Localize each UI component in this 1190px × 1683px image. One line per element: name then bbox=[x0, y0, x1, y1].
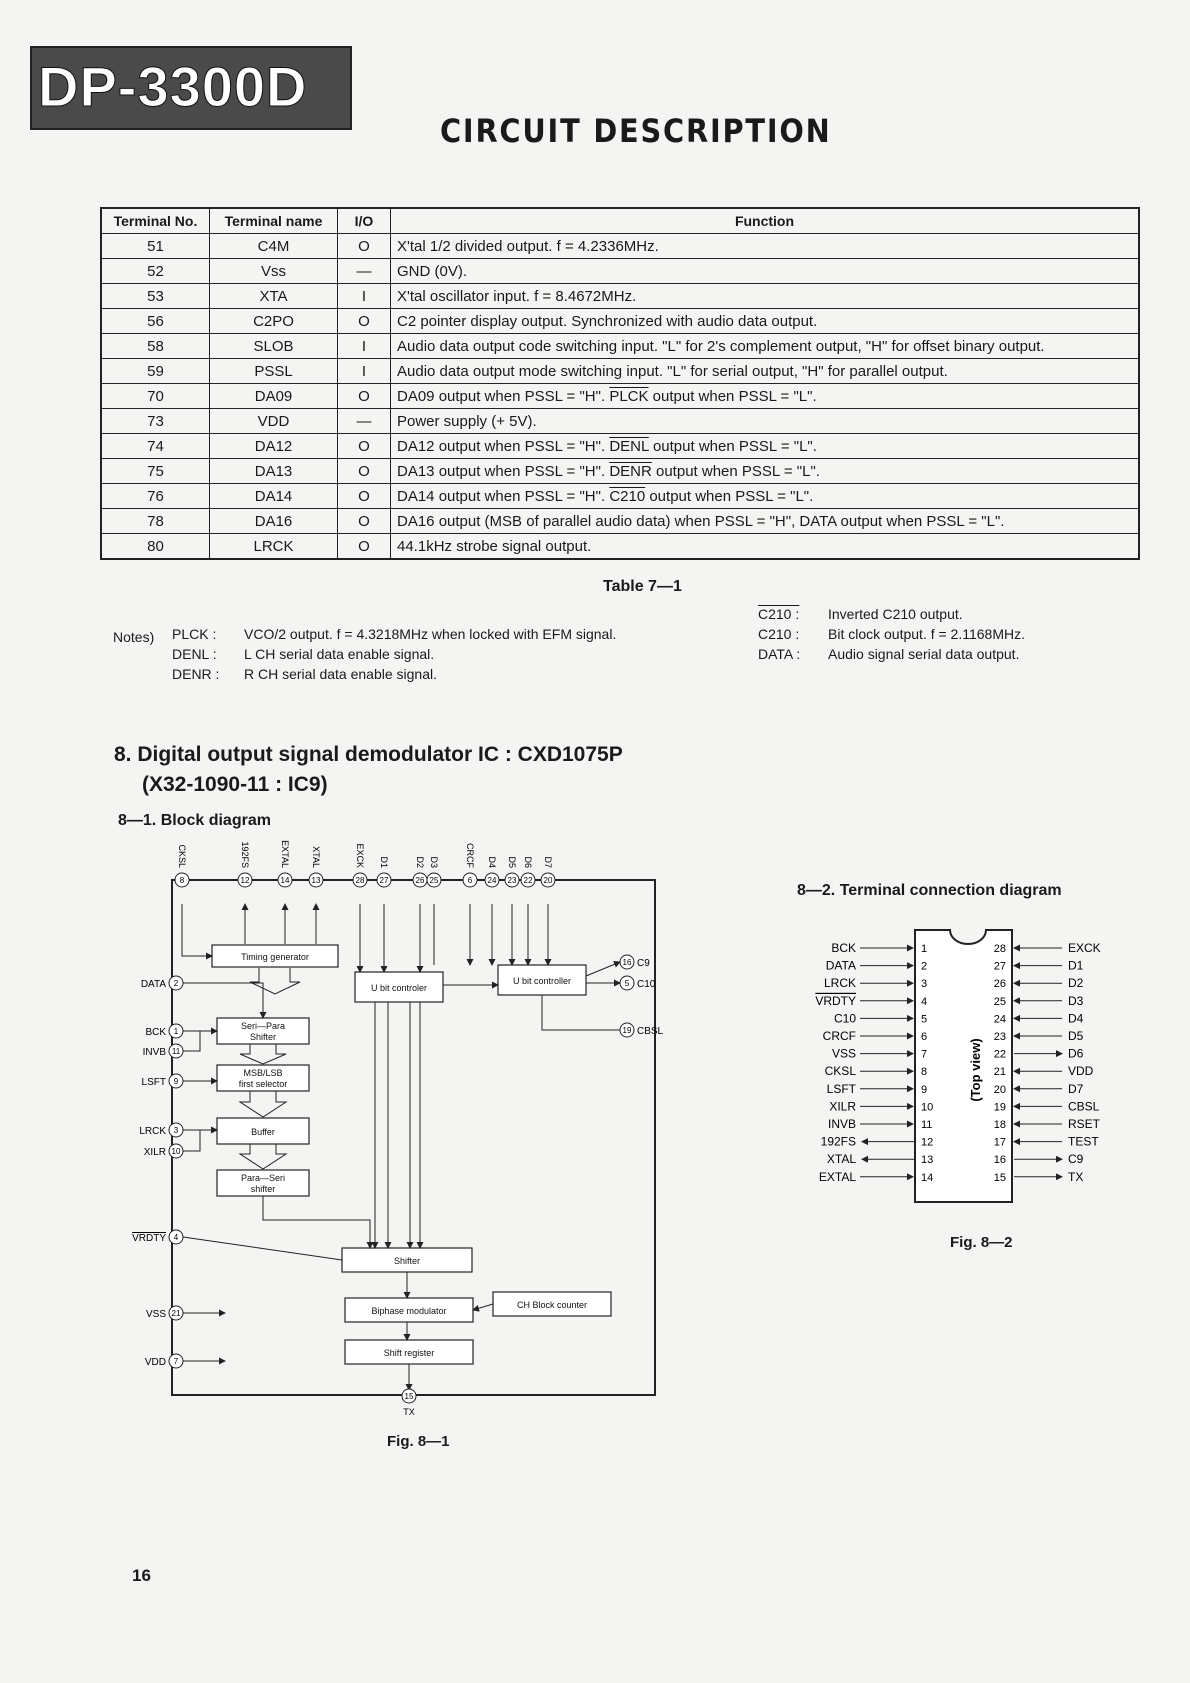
note-data bbox=[758, 644, 1025, 664]
table-body bbox=[101, 234, 1139, 560]
pinout-left-num: 12 bbox=[921, 1136, 934, 1149]
note-term: DENR : bbox=[172, 666, 220, 682]
pin-label: DATA bbox=[140, 979, 166, 990]
cell-no: 70 bbox=[101, 384, 210, 409]
pinout-right-num: 16 bbox=[993, 1154, 1006, 1167]
pinout-right-num: 28 bbox=[993, 943, 1006, 955]
pinout-left-num: 10 bbox=[921, 1101, 934, 1114]
cell-name: LRCK bbox=[210, 534, 338, 560]
note-denr bbox=[172, 664, 616, 684]
pin-label: LSFT bbox=[141, 1077, 166, 1088]
pinout-left-num: 8 bbox=[921, 1066, 928, 1079]
cell-io: O bbox=[338, 309, 391, 334]
pinout-left-num: 7 bbox=[921, 1048, 928, 1061]
cell-name: C2PO bbox=[210, 309, 338, 334]
pinout-right-label: TEST bbox=[1068, 1134, 1099, 1149]
note-term: DATA : bbox=[758, 646, 801, 662]
cell-func: DA13 output when PSSL = "H". DENR output when PSSL = "L". bbox=[391, 459, 1140, 484]
pin-number: 5 bbox=[624, 979, 630, 988]
pinout-left-num: 4 bbox=[921, 995, 928, 1008]
pinout-left-num: 2 bbox=[921, 960, 928, 973]
pinout-left-label: INVB bbox=[827, 1117, 856, 1131]
pinout-right-num: 15 bbox=[993, 1171, 1006, 1184]
timing-generator-box: Timing generator bbox=[241, 952, 309, 962]
cell-name: SLOB bbox=[210, 334, 338, 359]
cell-io: O bbox=[338, 459, 391, 484]
pinout-left-num: 13 bbox=[921, 1154, 934, 1167]
pin-label: CBSL bbox=[637, 1026, 664, 1037]
pin-number: 1 bbox=[173, 1027, 179, 1036]
table-caption: Table 7—1 bbox=[603, 578, 682, 595]
pinout-left-label: 192FS bbox=[820, 1134, 856, 1149]
cell-func: DA16 output (MSB of parallel audio data) when PSSL = "H", DATA output when PSSL = "L". bbox=[391, 509, 1140, 534]
note-term: C210 : bbox=[758, 606, 800, 622]
note-desc: Inverted C210 output. bbox=[828, 606, 963, 622]
pinout-right-num: 25 bbox=[993, 995, 1006, 1008]
col-io: I/O bbox=[338, 208, 391, 234]
terminal-diagram-heading: 8—2. Terminal connection diagram bbox=[797, 882, 1062, 899]
cell-no: 53 bbox=[101, 284, 210, 309]
table-row bbox=[101, 509, 1139, 534]
cell-func: DA14 output when PSSL = "H". C210 output when PSSL = "L". bbox=[391, 484, 1140, 509]
pinout-right-num: 23 bbox=[993, 1031, 1006, 1043]
pinout-right-num: 21 bbox=[993, 1066, 1006, 1079]
pinout-right-label: D3 bbox=[1068, 993, 1084, 1008]
pin-number: 28 bbox=[355, 876, 365, 885]
table-row bbox=[101, 409, 1139, 434]
pin-number: 13 bbox=[311, 876, 321, 885]
cell-func: Audio data output code switching input. "L" for 2's complement output, "H" for offset binary output. bbox=[391, 334, 1140, 359]
cell-no: 52 bbox=[101, 259, 210, 284]
terminal-connection-diagram bbox=[790, 920, 1150, 1220]
ubit-controller-2-box: U bit controller bbox=[512, 976, 572, 986]
pinout-right-label: RSET bbox=[1068, 1117, 1101, 1131]
pinout-right-label: D7 bbox=[1068, 1081, 1084, 1096]
ubit-controller-1-box: U bit controler bbox=[370, 983, 428, 993]
fig-8-2-caption: Fig. 8—2 bbox=[950, 1234, 1013, 1251]
notes-left bbox=[172, 624, 616, 684]
pinout-left-label: XTAL bbox=[826, 1152, 856, 1167]
model-badge bbox=[30, 46, 352, 130]
pinout-left-num: 6 bbox=[921, 1031, 928, 1043]
pin-number: 9 bbox=[173, 1077, 179, 1086]
cell-name: DA12 bbox=[210, 434, 338, 459]
pinout-right-num: 22 bbox=[993, 1048, 1006, 1061]
table-row bbox=[101, 334, 1139, 359]
msb-lsb-box-l2: first selector bbox=[238, 1079, 288, 1089]
pinout-left-label: XILR bbox=[829, 1099, 856, 1114]
table-row bbox=[101, 534, 1139, 560]
tx-pin-label: TX bbox=[403, 1407, 415, 1417]
para-seri-box-l1: Para—Seri bbox=[240, 1173, 286, 1183]
note-desc: R CH serial data enable signal. bbox=[244, 666, 437, 682]
msb-lsb-box-l1: MSB/LSB bbox=[243, 1068, 283, 1078]
cell-name: XTA bbox=[210, 284, 338, 309]
pinout-left-num: 5 bbox=[921, 1013, 928, 1026]
top-view-label: (Top view) bbox=[968, 1038, 983, 1102]
pinout-right-num: 26 bbox=[993, 978, 1006, 991]
cell-io: O bbox=[338, 384, 391, 409]
pin-number: 8 bbox=[179, 876, 185, 885]
pin-label: D2 bbox=[415, 856, 425, 868]
cell-io: I bbox=[338, 284, 391, 309]
pinout-right-num: 17 bbox=[993, 1136, 1006, 1149]
cell-no: 59 bbox=[101, 359, 210, 384]
cell-func: DA09 output when PSSL = "H". PLCK output when PSSL = "L". bbox=[391, 384, 1140, 409]
pin-label: VDD bbox=[144, 1357, 166, 1368]
pinout-left-label: DATA bbox=[825, 958, 856, 973]
col-terminal-name: Terminal name bbox=[210, 208, 338, 234]
note-term: DENL : bbox=[172, 646, 217, 662]
pinout-left-label: CRCF bbox=[822, 1029, 856, 1043]
cell-io: I bbox=[338, 334, 391, 359]
pin-number: 6 bbox=[467, 876, 473, 885]
pinout-left-label: BCK bbox=[831, 941, 856, 955]
pinout-right-num: 27 bbox=[993, 960, 1006, 973]
notes-label: Notes) bbox=[113, 629, 155, 645]
cell-func: C2 pointer display output. Synchronized with audio data output. bbox=[391, 309, 1140, 334]
section-heading-line1: 8. Digital output signal demodulator IC : CXD1075P bbox=[114, 743, 623, 766]
pin-label: XILR bbox=[143, 1147, 166, 1158]
block-diagram-heading: 8—1. Block diagram bbox=[118, 812, 271, 829]
col-function: Function bbox=[391, 208, 1140, 234]
pinout-left-num: 3 bbox=[921, 978, 928, 991]
cell-no: 58 bbox=[101, 334, 210, 359]
cell-no: 51 bbox=[101, 234, 210, 259]
section-heading bbox=[114, 740, 623, 800]
pin-number: 22 bbox=[523, 876, 533, 885]
col-terminal-no: Terminal No. bbox=[101, 208, 210, 234]
pinout-left-label: C10 bbox=[833, 1011, 856, 1026]
table-row bbox=[101, 234, 1139, 259]
pin-number: 11 bbox=[171, 1047, 181, 1056]
cell-io: O bbox=[338, 534, 391, 560]
table-row bbox=[101, 434, 1139, 459]
pinout-right-label: C9 bbox=[1068, 1152, 1084, 1167]
cell-no: 56 bbox=[101, 309, 210, 334]
pin-label: VSS bbox=[145, 1309, 166, 1320]
pinout-right-label: D5 bbox=[1068, 1029, 1084, 1043]
pin-label: 192FS bbox=[240, 841, 250, 868]
ch-block-counter-box: CH Block counter bbox=[516, 1300, 588, 1310]
cell-no: 74 bbox=[101, 434, 210, 459]
cell-func: Audio data output mode switching input. "L" for serial output, "H" for parallel output. bbox=[391, 359, 1140, 384]
pin-number: 10 bbox=[171, 1147, 181, 1156]
pin-label: BCK bbox=[145, 1027, 166, 1038]
pin-number: 3 bbox=[173, 1126, 179, 1135]
pin-number: 12 bbox=[240, 876, 250, 885]
cell-func: X'tal oscillator input. f = 8.4672MHz. bbox=[391, 284, 1140, 309]
cell-name: DA13 bbox=[210, 459, 338, 484]
cell-func: Power supply (+ 5V). bbox=[391, 409, 1140, 434]
pin-number: 14 bbox=[280, 876, 290, 885]
cell-no: 75 bbox=[101, 459, 210, 484]
cell-name: DA09 bbox=[210, 384, 338, 409]
pinout-left-label: VRDTY bbox=[815, 993, 856, 1008]
section-heading-line2: (X32-1090-11 : IC9) bbox=[142, 773, 328, 796]
pinout-right-label: TX bbox=[1068, 1169, 1084, 1184]
note-desc: L CH serial data enable signal. bbox=[244, 646, 435, 662]
note-plck bbox=[172, 624, 616, 644]
pinout-left-num: 1 bbox=[921, 943, 928, 955]
pin-number: 24 bbox=[487, 876, 497, 885]
pin-label: C9 bbox=[637, 958, 650, 969]
cell-no: 78 bbox=[101, 509, 210, 534]
pin-label: D6 bbox=[523, 856, 533, 868]
pin-label: D3 bbox=[429, 856, 439, 868]
note-c210-inv bbox=[758, 604, 1025, 624]
pin-number: 21 bbox=[171, 1309, 181, 1318]
biphase-modulator-box: Biphase modulator bbox=[371, 1306, 447, 1316]
cell-no: 80 bbox=[101, 534, 210, 560]
block-diagram bbox=[120, 840, 664, 1417]
model-name: DP-3300D bbox=[38, 55, 308, 118]
pin-number: 20 bbox=[543, 876, 553, 885]
page-title: CIRCUIT DESCRIPTION bbox=[440, 112, 832, 150]
pinout-right-num: 18 bbox=[993, 1119, 1006, 1131]
cell-name: PSSL bbox=[210, 359, 338, 384]
pinout-right-label: D2 bbox=[1068, 976, 1084, 991]
cell-io: O bbox=[338, 434, 391, 459]
pin-number: 16 bbox=[622, 958, 632, 967]
cell-io: O bbox=[338, 234, 391, 259]
note-desc: Audio signal serial data output. bbox=[828, 646, 1020, 662]
pin-label: D1 bbox=[379, 856, 389, 868]
cell-name: DA14 bbox=[210, 484, 338, 509]
cell-no: 73 bbox=[101, 409, 210, 434]
cell-io: — bbox=[338, 409, 391, 434]
pin-number: 26 bbox=[415, 876, 425, 885]
pin-label: EXTAL bbox=[280, 840, 290, 868]
cell-io: — bbox=[338, 259, 391, 284]
fig-8-1-caption: Fig. 8—1 bbox=[387, 1433, 450, 1450]
para-seri-box-l2: shifter bbox=[250, 1184, 276, 1194]
pinout-left-label: CKSL bbox=[824, 1064, 856, 1079]
note-term: PLCK : bbox=[172, 626, 217, 642]
pinout-right-label: CBSL bbox=[1068, 1099, 1100, 1114]
page-number: 16 bbox=[132, 1566, 151, 1585]
pin-label: D4 bbox=[487, 856, 497, 868]
pinout-right-label: VDD bbox=[1068, 1064, 1094, 1079]
pinout-right-num: 19 bbox=[993, 1101, 1006, 1114]
pin-label: C10 bbox=[637, 979, 656, 990]
pin-number: 25 bbox=[429, 876, 439, 885]
pin-number: 2 bbox=[173, 979, 179, 988]
shifter-box: Shifter bbox=[393, 1256, 421, 1266]
seri-para-box-l1: Seri—Para bbox=[240, 1021, 286, 1031]
cell-name: VDD bbox=[210, 409, 338, 434]
note-desc: VCO/2 output. f = 4.3218MHz when locked with EFM signal. bbox=[244, 626, 617, 642]
pin-number: 19 bbox=[622, 1026, 632, 1035]
cell-no: 76 bbox=[101, 484, 210, 509]
cell-name: Vss bbox=[210, 259, 338, 284]
pinout-right-label: D6 bbox=[1068, 1046, 1084, 1061]
pinout-right-label: D1 bbox=[1068, 958, 1084, 973]
pin-number: 27 bbox=[379, 876, 389, 885]
pin-label: XTAL bbox=[311, 846, 321, 868]
cell-name: DA16 bbox=[210, 509, 338, 534]
pinout-left-label: EXTAL bbox=[818, 1169, 856, 1184]
tx-pin-num: 15 bbox=[404, 1392, 414, 1401]
table-row bbox=[101, 359, 1139, 384]
terminal-table bbox=[100, 207, 1140, 560]
table-row bbox=[101, 284, 1139, 309]
table-row bbox=[101, 484, 1139, 509]
pin-number: 23 bbox=[507, 876, 517, 885]
table-row bbox=[101, 384, 1139, 409]
buffer-box: Buffer bbox=[251, 1127, 275, 1137]
pin-label: D5 bbox=[507, 856, 517, 868]
pin-label: CKSL bbox=[177, 844, 187, 868]
pin-label: EXCK bbox=[355, 843, 365, 868]
pinout-right-num: 20 bbox=[993, 1083, 1006, 1096]
cell-func: DA12 output when PSSL = "H". DENL output when PSSL = "L". bbox=[391, 434, 1140, 459]
table-row bbox=[101, 259, 1139, 284]
pin-number: 7 bbox=[173, 1357, 179, 1366]
seri-para-box-l2: Shifter bbox=[249, 1032, 277, 1042]
cell-name: C4M bbox=[210, 234, 338, 259]
pinout-left-label: VSS bbox=[831, 1046, 856, 1061]
notes-right bbox=[758, 604, 1025, 664]
cell-func: X'tal 1/2 divided output. f = 4.2336MHz. bbox=[391, 234, 1140, 259]
table-row bbox=[101, 309, 1139, 334]
pin-label: LRCK bbox=[139, 1126, 166, 1137]
cell-func: GND (0V). bbox=[391, 259, 1140, 284]
note-denl bbox=[172, 644, 616, 664]
pinout-right-label: EXCK bbox=[1068, 941, 1101, 955]
shift-register-box: Shift register bbox=[383, 1348, 435, 1358]
pinout-right-label: D4 bbox=[1068, 1011, 1084, 1026]
pin-label: CRCF bbox=[465, 843, 475, 868]
table-row bbox=[101, 459, 1139, 484]
pin-label: D7 bbox=[543, 856, 553, 868]
pinout-left-num: 11 bbox=[921, 1119, 933, 1131]
pin-label: INVB bbox=[142, 1047, 166, 1058]
table-header-row bbox=[101, 208, 1139, 234]
note-term: C210 : bbox=[758, 626, 800, 642]
pinout-left-num: 9 bbox=[921, 1083, 928, 1096]
pinout-right-num: 24 bbox=[993, 1013, 1006, 1026]
cell-func: 44.1kHz strobe signal output. bbox=[391, 534, 1140, 560]
note-desc: Bit clock output. f = 2.1168MHz. bbox=[828, 626, 1026, 642]
pinout-left-num: 14 bbox=[921, 1171, 934, 1184]
note-c210 bbox=[758, 624, 1025, 644]
pin-label: VRDTY bbox=[132, 1233, 166, 1244]
pinout-left-label: LRCK bbox=[823, 976, 856, 991]
pinout-left-label: LSFT bbox=[826, 1081, 856, 1096]
cell-io: O bbox=[338, 484, 391, 509]
cell-io: I bbox=[338, 359, 391, 384]
cell-io: O bbox=[338, 509, 391, 534]
pin-number: 4 bbox=[173, 1233, 179, 1242]
